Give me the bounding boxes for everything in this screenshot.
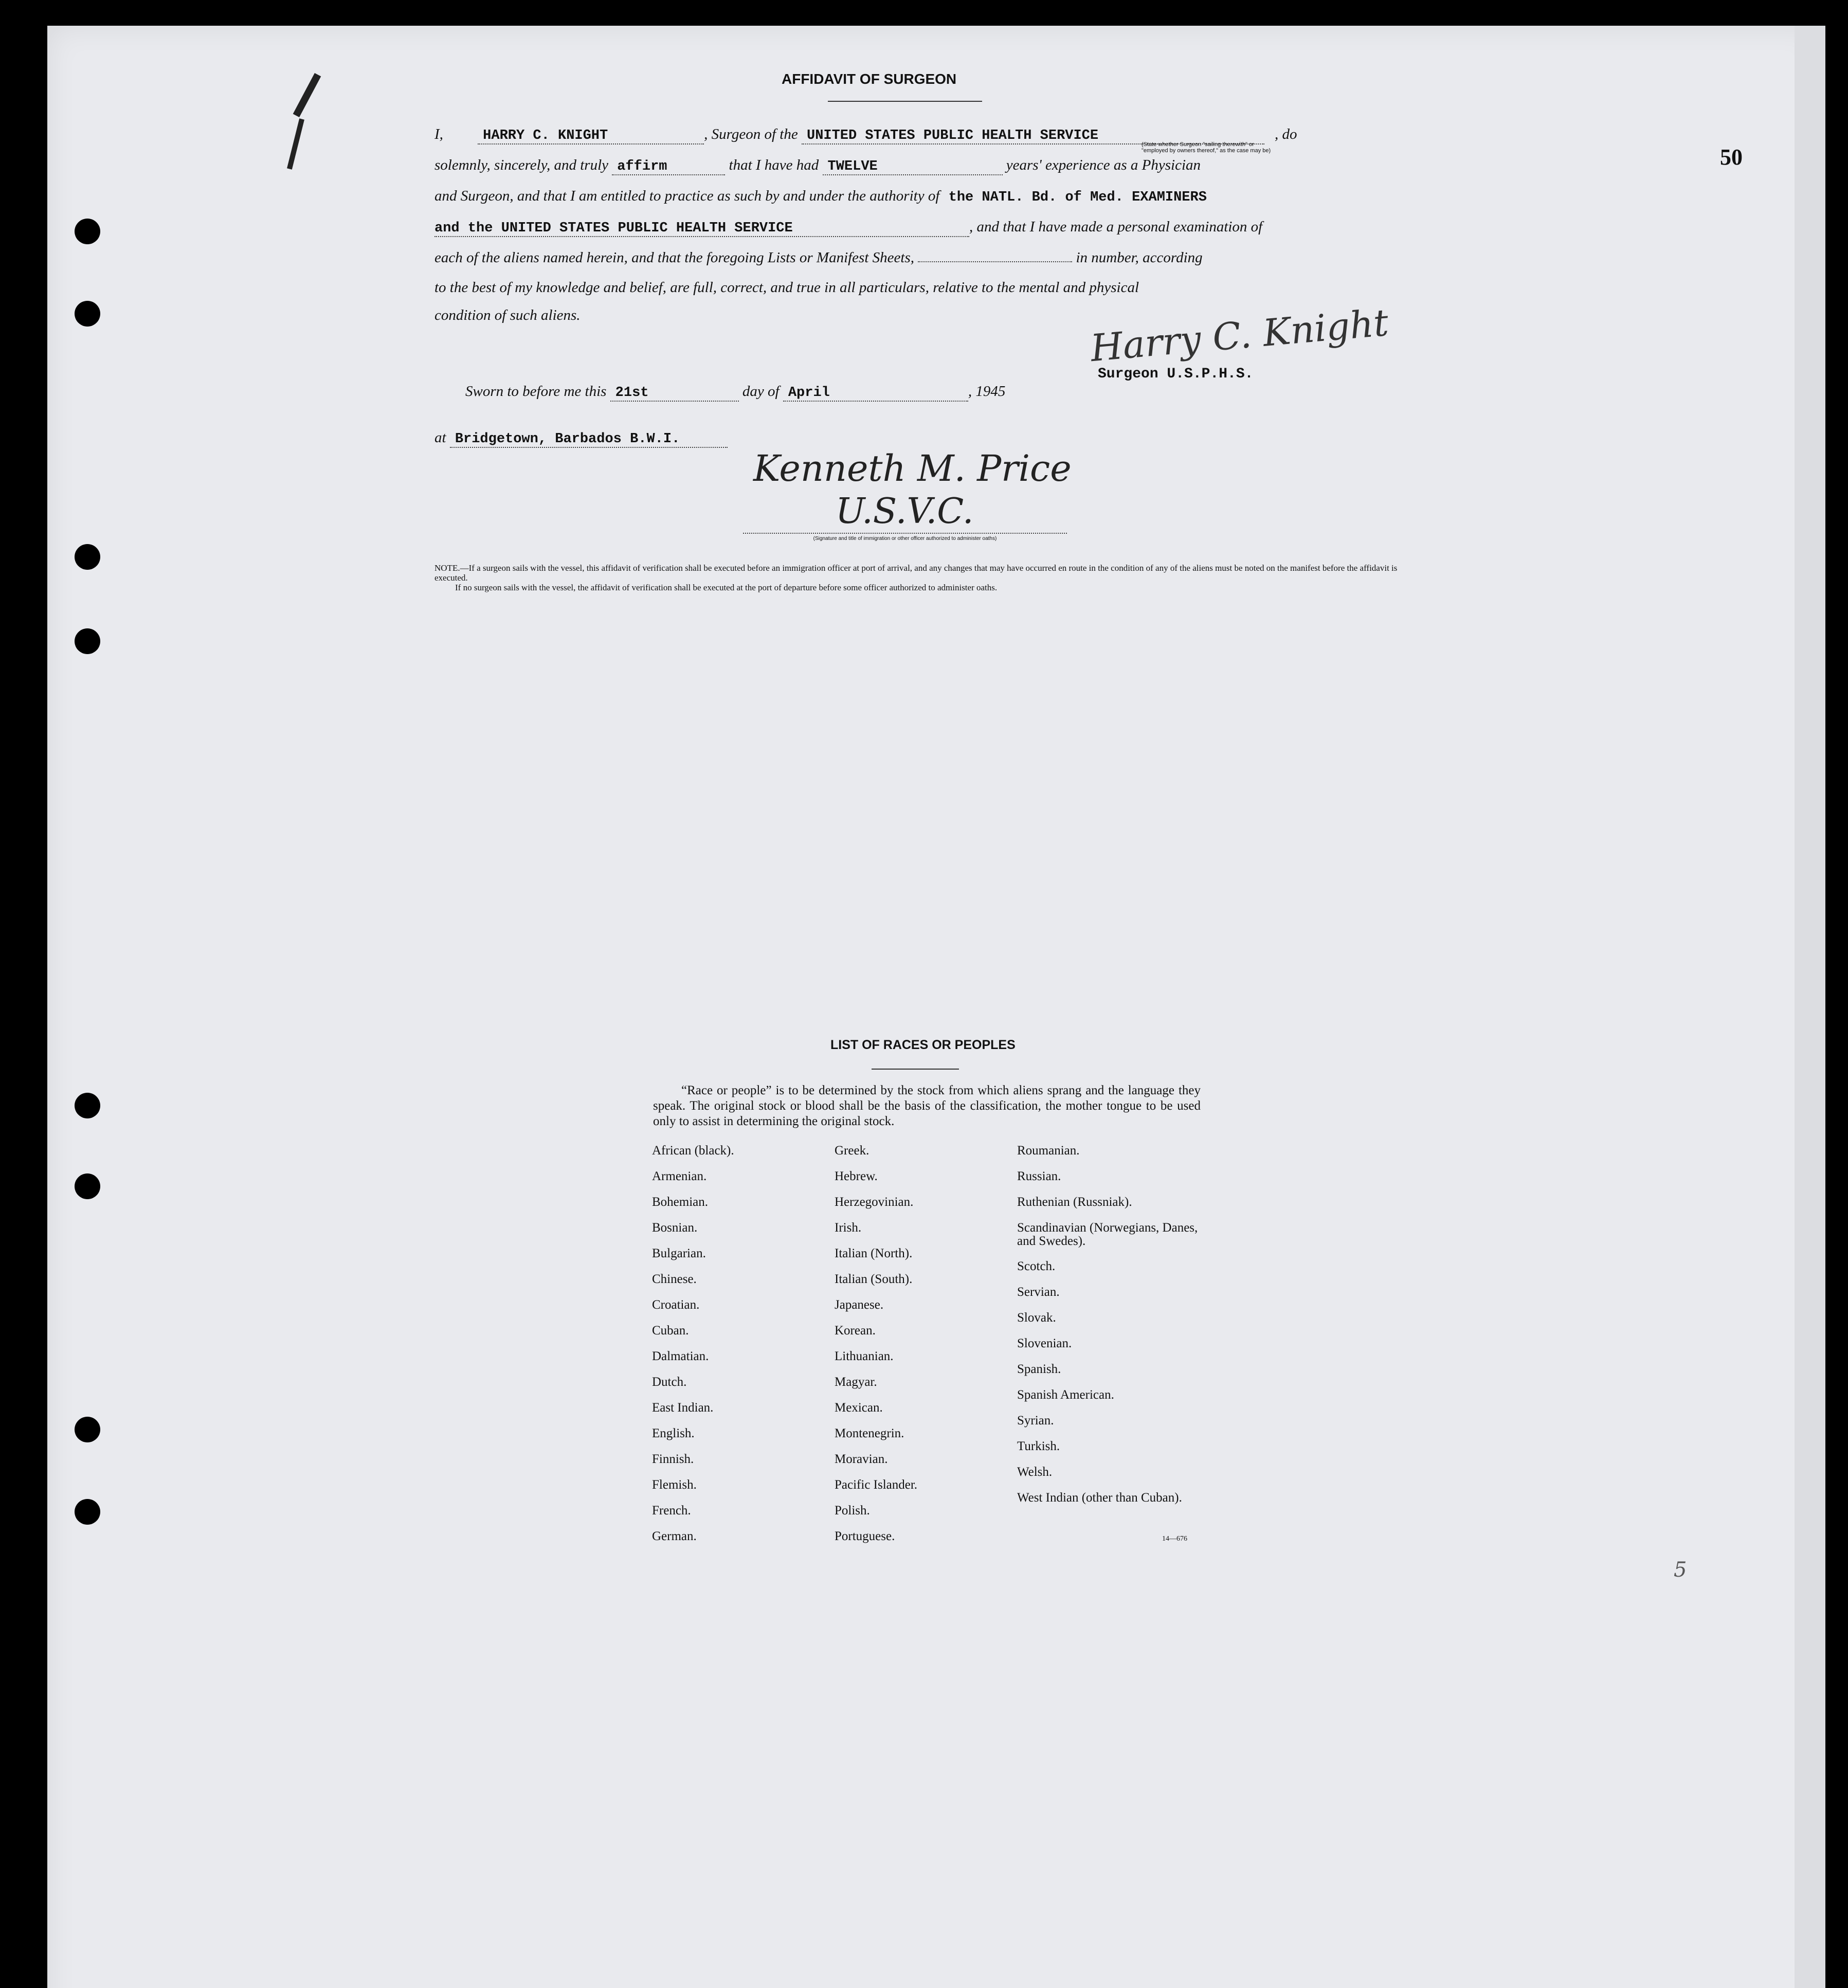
day-of-label: day of [742,383,780,400]
surgeon-title: Surgeon U.S.P.H.S. [1098,366,1254,382]
surgeon-name: HARRY C. KNIGHT [478,128,704,144]
race-item: Armenian. [652,1169,707,1183]
surgeon-signature: Harry C. Knight [1089,300,1390,370]
sworn-month: April [783,385,968,402]
race-item: Scandinavian (Norwegians, Danes, and Swedes). [1017,1221,1198,1248]
race-item: Dalmatian. [652,1349,709,1363]
race-item: Pacific Islander. [835,1478,918,1492]
in-number-label: in number, according [1076,249,1203,266]
race-item: Irish. [835,1221,862,1235]
race-item: Turkish. [1017,1439,1060,1453]
punch-hole [75,1173,100,1199]
note-paragraph-1: NOTE.—If a surgeon sails with the vessel, this affidavit of verification shall be executed before an immigration officer at port of arrival, and any changes that may have occurred en route in the condition of any of the aliens must be noted on the manifest before the affidavit is executed. [434,563,1398,583]
race-item: Korean. [835,1324,876,1338]
officer-title: U.S.V.C. [836,491,974,532]
race-item: Bosnian. [652,1221,698,1235]
punch-hole [75,544,100,570]
race-item: Japanese. [835,1298,884,1312]
affidavit-line-5 [434,249,1203,266]
authority-2: and the UNITED STATES PUBLIC HEALTH SERVICE [434,221,969,237]
race-item: Bulgarian. [652,1246,706,1260]
races-column-3 [1017,1144,1202,1530]
state-note: (State whether Surgeon "sailing therewith" or "employed by owners thereof," as the case may be) [1142,141,1271,154]
race-item: Slovenian. [1017,1336,1072,1350]
document-page [47,26,1822,1988]
place-line [434,429,728,448]
affidavit-line-7 [434,307,581,324]
at-label: at [434,429,446,446]
race-item: English. [652,1426,695,1440]
race-item: Flemish. [652,1478,697,1492]
signature-line [743,533,1067,534]
race-item: Greek. [835,1144,869,1158]
page-edge [1795,26,1825,1988]
race-item: Moravian. [835,1452,888,1466]
form-code: 14—676 [1162,1535,1187,1543]
authority-1: the NATL. Bd. of Med. EXAMINERS [948,190,1207,205]
condition-label: condition of such aliens. [434,307,581,323]
page-number: 50 [1720,144,1743,170]
race-item: Roumanian. [1017,1144,1080,1158]
race-item: Hebrew. [835,1169,878,1183]
year-prefix: , 19 [968,383,991,400]
sworn-label: Sworn to before me this [465,383,607,400]
affidavit-line-2 [434,157,1201,175]
races-intro: “Race or people” is to be determined by the stock from which aliens sprang and the language they speak. The original stock or blood shall be the basis of the classification, the mother tongue to be used only to assist in determining the original stock. [653,1083,1201,1128]
races-column-1 [652,1144,822,1556]
race-item: Mexican. [835,1401,883,1415]
race-item: Chinese. [652,1272,697,1286]
race-item: Slovak. [1017,1311,1056,1325]
punch-hole [75,628,100,654]
affidavit-line-6 [434,279,1139,296]
belief-label: to the best of my knowledge and belief, are full, correct, and true in all particulars, relative to the mental and physical [434,279,1139,296]
surgeon-of-label: , Surgeon of the [704,126,798,142]
title-divider [828,101,982,102]
race-item: Polish. [835,1504,870,1517]
race-item: Cuban. [652,1324,689,1338]
sworn-place: Bridgetown, Barbados B.W.I. [450,431,728,448]
race-item: Portuguese. [835,1529,895,1543]
practice-label: and Surgeon, and that I am entitled to practice as such by and under the authority of [434,188,940,204]
race-item: African (black). [652,1144,734,1158]
race-item: Herzegovinian. [835,1195,914,1209]
race-item: Scotch. [1017,1259,1056,1273]
races-title: LIST OF RACES OR PEOPLES [830,1038,1016,1052]
race-item: Magyar. [835,1375,877,1389]
punch-hole [75,219,100,244]
race-item: Croatian. [652,1298,700,1312]
examination-label: , and that I have made a personal examination of [969,219,1263,235]
race-item: French. [652,1504,691,1517]
punch-hole [75,301,100,327]
signature-caption: (Signature and title of immigration or other officer authorized to administer oaths) [813,536,997,541]
race-item: East Indian. [652,1401,714,1415]
aliens-label: each of the aliens named herein, and that the foregoing Lists or Manifest Sheets, [434,249,914,266]
solemnly-label: solemnly, sincerely, and truly [434,157,609,173]
race-item: Spanish American. [1017,1388,1114,1402]
i-label: I, [434,126,443,142]
race-item: Italian (South). [835,1272,913,1286]
race-item: Italian (North). [835,1246,913,1260]
race-item: Syrian. [1017,1414,1054,1427]
race-item: Welsh. [1017,1465,1053,1479]
officer-signature: Kenneth M. Price [753,447,1072,490]
year-suffix: 45 [990,383,1006,400]
experience-label: years' experience as a Physician [1006,157,1201,173]
affidavit-line-3 [434,188,1212,205]
race-item: Ruthenian (Russniak). [1017,1195,1132,1209]
affidavit-note [434,563,1411,592]
race-item: Lithuanian. [835,1349,894,1363]
have-had-label: that I have had [729,157,819,173]
margin-mark: 5 [1674,1558,1687,1582]
race-item: Servian. [1017,1285,1060,1299]
race-item: German. [652,1529,697,1543]
punch-hole [75,1499,100,1525]
oath-type: affirm [612,159,725,175]
races-column-2 [835,1144,1004,1556]
race-item: Montenegrin. [835,1426,904,1440]
years-experience: TWELVE [823,159,1003,175]
race-item: West Indian (other than Cuban). [1017,1491,1182,1505]
do-label: , do [1275,126,1297,142]
race-item: Finnish. [652,1452,694,1466]
race-item: Spanish. [1017,1362,1061,1376]
affidavit-title: AFFIDAVIT OF SURGEON [782,71,957,87]
race-item: Bohemian. [652,1195,709,1209]
race-item: Russian. [1017,1169,1061,1183]
sheet-count [918,261,1072,262]
sworn-day: 21st [610,385,739,402]
note-paragraph-2: If no surgeon sails with the vessel, the affidavit of verification shall be executed at the port of departure before some officer authorized to administer oaths. [455,583,998,592]
punch-hole [75,1093,100,1118]
service-name: UNITED STATES PUBLIC HEALTH SERVICE [802,128,1264,144]
punch-hole [75,1417,100,1442]
races-divider [872,1069,959,1070]
sworn-line [465,383,1005,402]
affidavit-line-4 [434,219,1262,237]
race-item: Dutch. [652,1375,687,1389]
